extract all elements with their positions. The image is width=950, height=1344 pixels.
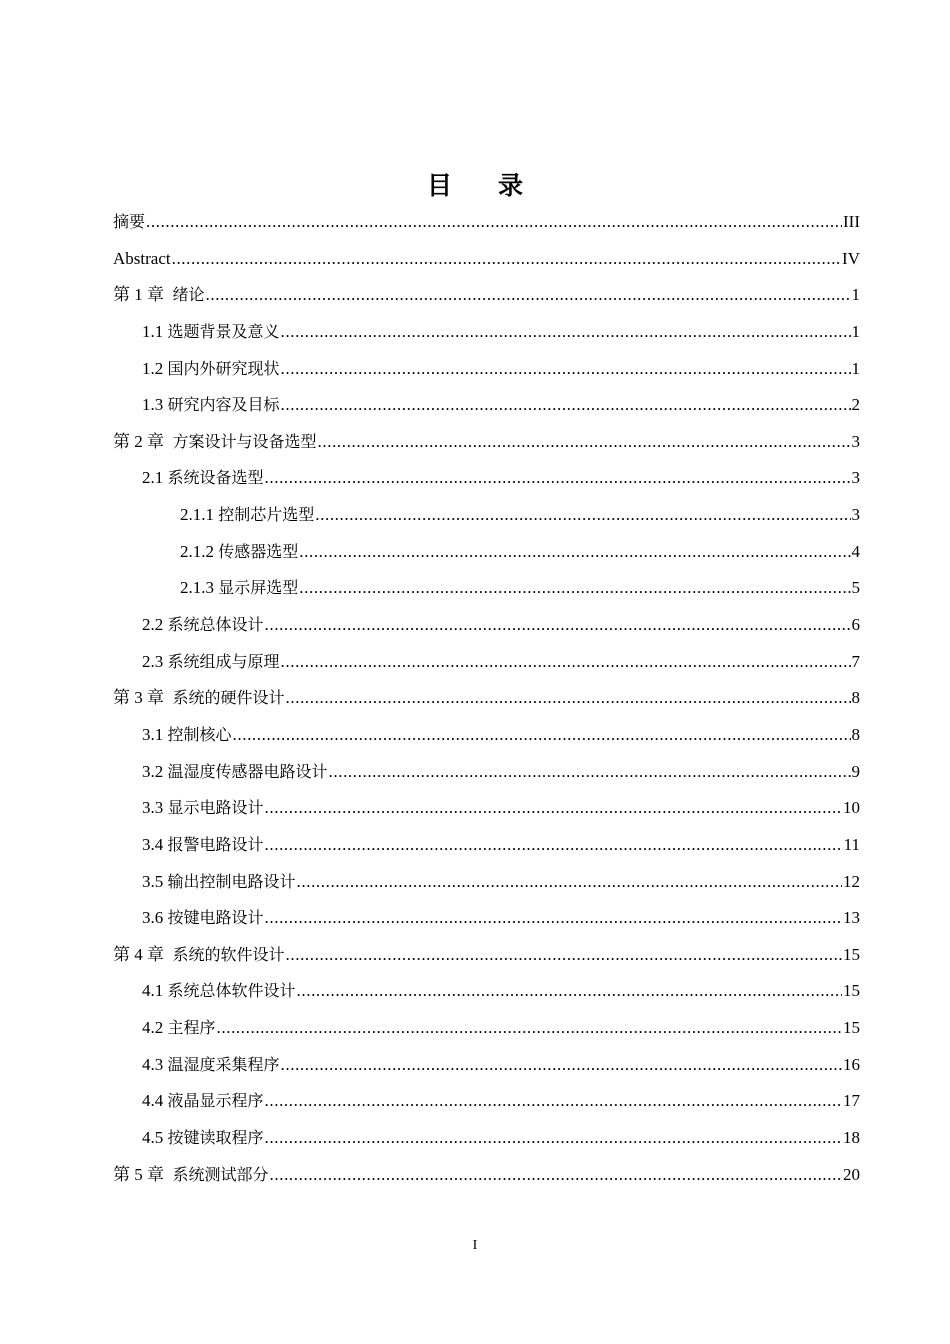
toc-entry-number: 3.2 [142, 761, 164, 781]
toc-dot-leader [265, 827, 843, 864]
toc-entry-label [142, 864, 296, 901]
toc-entry-text: 系统组成与原理 [167, 651, 280, 671]
toc-entry-number: 3.1 [142, 724, 164, 744]
toc-entry-number: 2.3 [142, 651, 164, 671]
toc-entry-label [113, 1157, 269, 1194]
toc-dot-leader [299, 534, 850, 571]
toc-dot-leader [265, 1083, 842, 1120]
toc-entry[interactable] [113, 204, 860, 241]
toc-entry-label [113, 204, 145, 241]
toc-entry-text: 绪论 [172, 285, 205, 305]
toc-entry-page-number: 1 [851, 358, 860, 378]
toc-entry-number: 4.2 [142, 1018, 164, 1038]
toc-entry-label [113, 424, 317, 461]
toc-dot-leader [146, 204, 842, 241]
toc-entry-number: 2.2 [142, 615, 164, 635]
toc-entry-text: 系统的硬件设计 [172, 688, 285, 708]
toc-entry-page-number: 1 [851, 285, 860, 305]
toc-entry-page-number: 10 [843, 798, 860, 818]
toc-entry-text: 系统总体设计 [167, 615, 264, 635]
toc-entry-number: 第 2 章 [113, 431, 164, 451]
toc-entry[interactable] [113, 1047, 860, 1084]
toc-entry-text: 系统设备选型 [167, 468, 264, 488]
toc-entry-label [113, 937, 285, 974]
toc-entry-label [142, 754, 328, 791]
toc-entry[interactable] [113, 1083, 860, 1120]
toc-entry[interactable] [113, 607, 860, 644]
toc-entry-text: 国内外研究现状 [167, 358, 280, 378]
toc-entry-text: 控制芯片选型 [218, 505, 315, 525]
toc-entry-label [113, 680, 285, 717]
toc-entry-text: Abstract [113, 248, 171, 268]
toc-entry-label [142, 387, 280, 424]
toc-entry-page-number: 18 [843, 1128, 860, 1148]
toc-entry-page-number: 9 [851, 761, 860, 781]
toc-entry-page-number: 7 [851, 651, 860, 671]
toc-entry-text: 传感器选型 [218, 541, 299, 561]
toc-entry-label [142, 1083, 264, 1120]
toc-entry-label [142, 607, 264, 644]
toc-dot-leader [281, 644, 851, 681]
toc-entry-number: 3.6 [142, 908, 164, 928]
toc-entry[interactable] [113, 900, 860, 937]
toc-entry[interactable] [113, 644, 860, 681]
toc-entry-text: 液晶显示程序 [167, 1091, 264, 1111]
toc-entry-number: 2.1.2 [180, 541, 214, 561]
toc-entry-label [142, 1120, 264, 1157]
toc-entry-label [142, 351, 280, 388]
toc-dot-leader [265, 900, 842, 937]
toc-entry[interactable] [113, 424, 860, 461]
toc-entry-page-number: 15 [843, 981, 860, 1001]
toc-entry-text: 显示屏选型 [218, 578, 299, 598]
toc-entry[interactable] [113, 460, 860, 497]
toc-entry-number: 第 3 章 [113, 688, 164, 708]
toc-entry-page-number: 3 [851, 505, 860, 525]
toc-entry-label [142, 460, 264, 497]
table-of-contents [113, 204, 860, 1193]
toc-entry[interactable] [113, 790, 860, 827]
toc-entry[interactable] [113, 1120, 860, 1157]
toc-entry[interactable] [113, 1010, 860, 1047]
toc-entry-page-number: 1 [851, 321, 860, 341]
toc-entry-text: 摘要 [113, 212, 146, 231]
toc-dot-leader [281, 1047, 842, 1084]
toc-entry-text: 主程序 [167, 1018, 216, 1038]
toc-entry[interactable] [113, 534, 860, 571]
toc-entry[interactable] [113, 1157, 860, 1194]
toc-entry-number: 2.1 [142, 468, 164, 488]
toc-dot-leader [297, 973, 842, 1010]
toc-entry-number: 4.3 [142, 1054, 164, 1074]
toc-entry[interactable] [113, 570, 860, 607]
toc-dot-leader [297, 864, 842, 901]
page-title [0, 168, 950, 204]
toc-entry-text: 温湿度采集程序 [167, 1054, 280, 1074]
toc-entry-page-number: 3 [851, 431, 860, 451]
toc-entry-page-number: 3 [851, 468, 860, 488]
toc-entry-number: 3.4 [142, 834, 164, 854]
toc-dot-leader [265, 1120, 842, 1157]
toc-entry-text: 按键读取程序 [167, 1128, 264, 1148]
toc-dot-leader [217, 1010, 842, 1047]
toc-dot-leader [265, 607, 851, 644]
toc-entry-label [142, 644, 280, 681]
toc-entry[interactable] [113, 241, 860, 278]
toc-entry-label [142, 973, 296, 1010]
toc-entry-number: 4.1 [142, 981, 164, 1001]
toc-entry-text: 系统的软件设计 [172, 944, 285, 964]
toc-entry-page-number: 12 [843, 871, 860, 891]
toc-entry-page-number: 20 [843, 1164, 860, 1184]
toc-entry-number: 第 1 章 [113, 285, 164, 305]
toc-entry[interactable] [113, 827, 860, 864]
toc-entry-label [113, 277, 205, 314]
toc-dot-leader [265, 790, 842, 827]
toc-entry[interactable] [113, 387, 860, 424]
toc-entry-number: 1.1 [142, 321, 164, 341]
toc-entry[interactable] [113, 497, 860, 534]
toc-entry-number: 3.3 [142, 798, 164, 818]
toc-entry-number: 3.5 [142, 871, 164, 891]
toc-entry-label [142, 1010, 216, 1047]
toc-entry-page-number: 6 [851, 615, 860, 635]
toc-entry[interactable] [113, 717, 860, 754]
toc-entry-text: 显示电路设计 [167, 798, 264, 818]
toc-entry-text: 输出控制电路设计 [167, 871, 296, 891]
toc-dot-leader [172, 241, 841, 278]
toc-entry-page-number: 16 [843, 1054, 860, 1074]
toc-entry-text: 系统测试部分 [172, 1164, 269, 1184]
toc-dot-leader [206, 277, 851, 314]
toc-entry-number: 4.5 [142, 1128, 164, 1148]
toc-entry-number: 1.3 [142, 395, 164, 415]
toc-entry-page-number: 13 [843, 908, 860, 928]
toc-entry[interactable] [113, 351, 860, 388]
toc-entry-page-number: 15 [843, 1018, 860, 1038]
toc-dot-leader [265, 460, 851, 497]
toc-entry-label [142, 1047, 280, 1084]
toc-entry-page-number: 5 [851, 578, 860, 598]
toc-entry-label [142, 827, 264, 864]
toc-entry-text: 研究内容及目标 [167, 395, 280, 415]
toc-entry-label [180, 570, 298, 607]
toc-entry-text: 选题背景及意义 [167, 321, 280, 341]
toc-entry-page-number: IV [842, 248, 860, 268]
toc-entry-page-number: III [843, 212, 860, 231]
title-char-1: 目 [426, 171, 452, 200]
footer-page-number: I [472, 1238, 478, 1253]
toc-entry[interactable] [113, 277, 860, 314]
toc-dot-leader [329, 754, 851, 791]
toc-dot-leader [286, 680, 851, 717]
toc-dot-leader [318, 424, 851, 461]
toc-entry-label [142, 717, 232, 754]
toc-dot-leader [270, 1157, 842, 1194]
toc-entry-text: 温湿度传感器电路设计 [167, 761, 328, 781]
toc-entry-number: 2.1.1 [180, 505, 214, 525]
toc-entry-label [142, 900, 264, 937]
toc-entry-text: 方案设计与设备选型 [172, 431, 317, 451]
toc-entry[interactable] [113, 680, 860, 717]
toc-entry-text: 报警电路设计 [167, 834, 264, 854]
toc-entry-text: 按键电路设计 [167, 908, 264, 928]
toc-entry[interactable] [113, 754, 860, 791]
toc-entry-label [180, 534, 298, 571]
toc-entry-label [142, 790, 264, 827]
toc-entry-label [180, 497, 314, 534]
toc-entry-page-number: 17 [843, 1091, 860, 1111]
toc-entry-text: 系统总体软件设计 [167, 981, 296, 1001]
toc-dot-leader [281, 314, 851, 351]
toc-entry-number: 第 5 章 [113, 1164, 164, 1184]
toc-entry[interactable] [113, 864, 860, 901]
toc-entry-number: 4.4 [142, 1091, 164, 1111]
toc-entry-number: 2.1.3 [180, 578, 214, 598]
toc-dot-leader [233, 717, 851, 754]
toc-dot-leader [315, 497, 850, 534]
toc-dot-leader [281, 387, 851, 424]
toc-dot-leader [286, 937, 842, 974]
toc-entry-number: 第 4 章 [113, 944, 164, 964]
toc-entry-page-number: 15 [843, 944, 860, 964]
toc-entry-page-number: 2 [851, 395, 860, 415]
title-char-2: 录 [498, 171, 524, 200]
toc-entry-page-number: 8 [851, 688, 860, 708]
toc-dot-leader [299, 570, 850, 607]
toc-entry-label [142, 314, 280, 351]
toc-entry-number: 1.2 [142, 358, 164, 378]
toc-entry-page-number: 11 [843, 834, 860, 854]
toc-entry[interactable] [113, 314, 860, 351]
toc-entry-page-number: 4 [851, 541, 860, 561]
toc-entry[interactable] [113, 937, 860, 974]
toc-entry-label [113, 241, 171, 278]
toc-entry[interactable] [113, 973, 860, 1010]
toc-dot-leader [281, 351, 851, 388]
toc-entry-text: 控制核心 [167, 724, 232, 744]
toc-entry-page-number: 8 [851, 724, 860, 744]
